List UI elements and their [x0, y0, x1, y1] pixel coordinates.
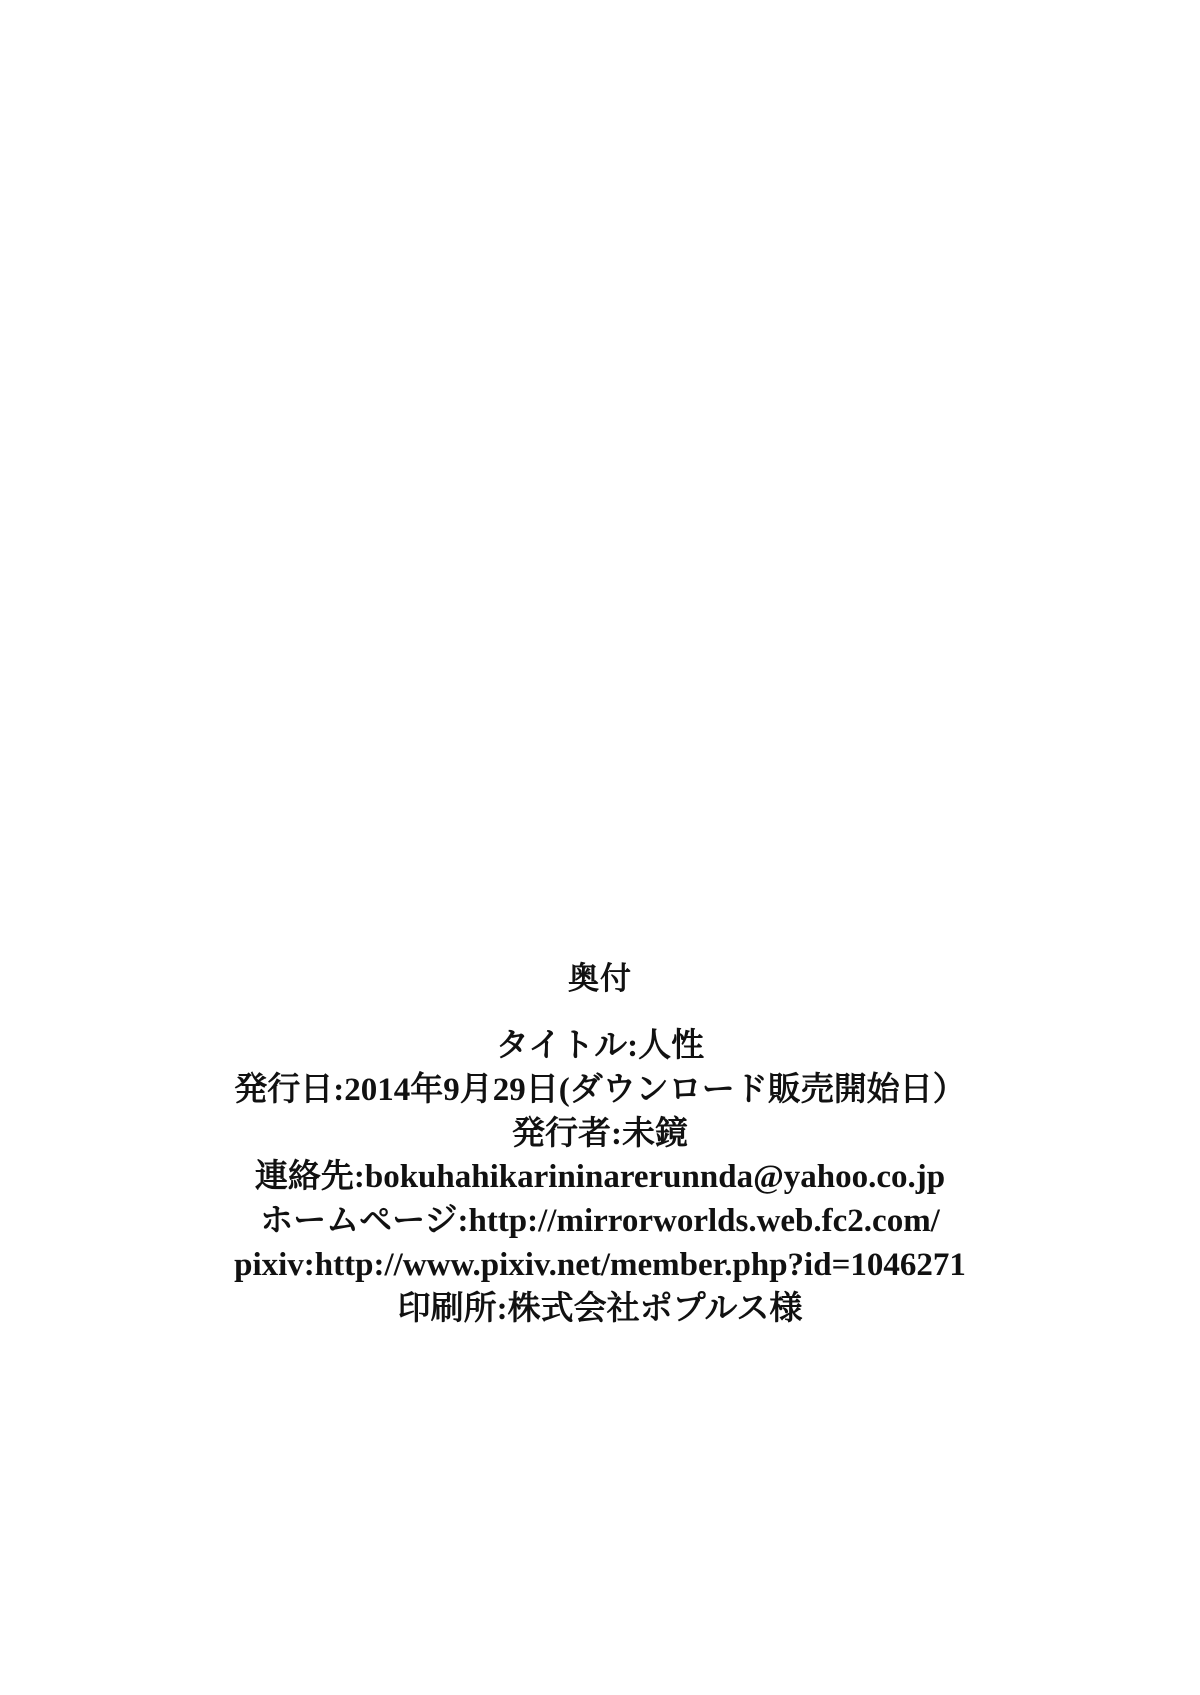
- colophon-block: [0, 960, 1200, 1332]
- colophon-heading: 奥付: [568, 961, 632, 996]
- colophon-lines: [0, 1025, 1200, 1332]
- colophon-line-pixiv: pixiv:http://www.pixiv.net/member.php?id=1046271: [234, 1247, 966, 1284]
- colophon-line-printer: 印刷所:株式会社ポプルス様: [397, 1291, 803, 1327]
- colophon-line-publisher: 発行者:未鏡: [512, 1115, 688, 1152]
- colophon-line-publication-date: 発行日:2014年9月29日(ダウンロード販売開始日）: [234, 1071, 966, 1108]
- colophon-line-contact-email: 連絡先:bokuhahikarininarerunnda@yahoo.co.jp: [254, 1159, 946, 1196]
- colophon-line-homepage: ホームページ:http://mirrorworlds.web.fc2.com/: [260, 1203, 940, 1240]
- colophon-line-title: タイトル:人性: [495, 1027, 705, 1064]
